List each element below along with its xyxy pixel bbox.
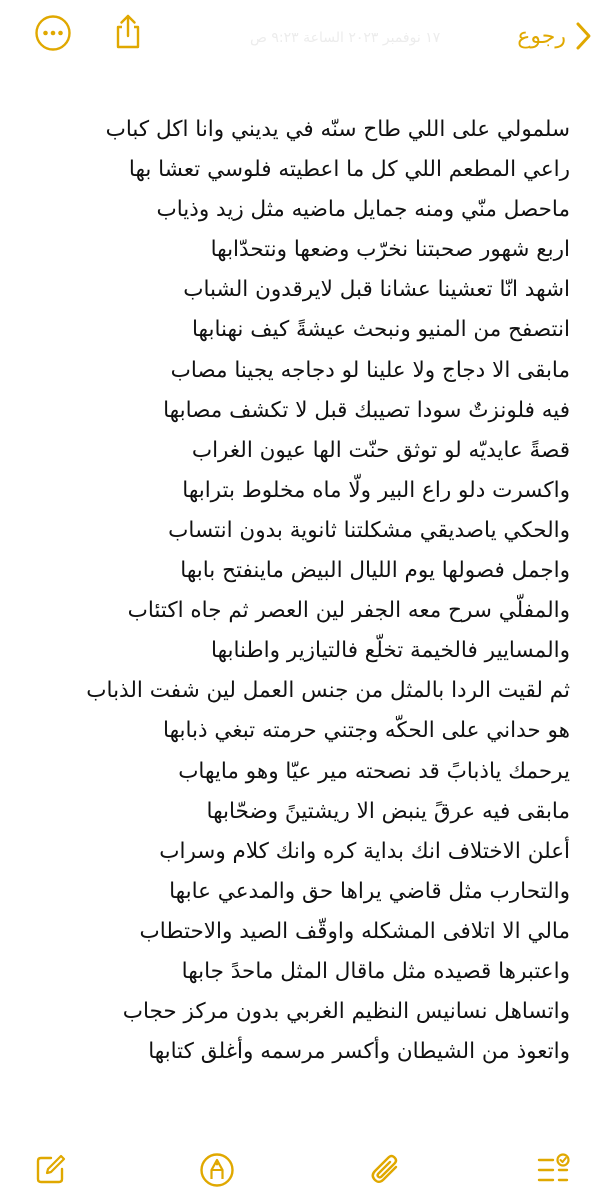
note-line: فيه فلونزتٌ سودا تصيبك قبل لا تكشف مصابها <box>163 397 570 423</box>
compose-button[interactable] <box>30 1150 70 1190</box>
note-line: قصةً عايديّه لو توثق حنّت الها عيون الغراب <box>191 437 570 463</box>
markup-button[interactable] <box>197 1150 237 1190</box>
note-line: واتساهل نسانيس النظيم الغربي بدون مركز حجاب <box>122 999 570 1025</box>
note-line: اشهد انّا تعشينا عشانا قبل لايرقدون الشباب <box>183 277 570 303</box>
note-line: مالي الا اتلافى المشكله واوقّف الصيد والاحتطاب <box>139 918 570 944</box>
note-line: والمفلّي سرح معه الجفر لين العصر ثم جاه اكتئاب <box>127 598 570 624</box>
note-line: هو حداني على الحكّه وجتني حرمته تبغي ذبابها <box>163 718 570 744</box>
navigation-bar <box>0 0 610 72</box>
back-button[interactable] <box>517 18 592 54</box>
note-line: واعتبرها قصيده مثل ماقال المثل ماحدً جابها <box>181 958 570 984</box>
note-body[interactable] <box>30 110 570 1072</box>
note-line: والتحارب مثل قاضي يراها حق والمدعي عابها <box>169 878 570 904</box>
note-date: ١٧ نوفمبر ٢٠٢٣ الساعة ٩:٢٣ ص <box>250 30 441 46</box>
note-line: ثم لقيت الردا بالمثل من جنس العمل لين شفت الذباب <box>86 678 570 704</box>
note-line: واكسرت دلو راع البير ولّا ماه مخلوط بترابها <box>182 477 570 503</box>
note-line: والحكي ياصديقي مشكلتنا ثانوية بدون انتساب <box>168 517 570 543</box>
markup-pen-icon <box>199 1152 235 1188</box>
note-line: مابقى فيه عرقً ينبض الا ريشتينً وضحّابها <box>206 798 570 824</box>
compose-icon <box>33 1153 67 1187</box>
note-line: يرحمك ياذبابً قد نصحته مير عيّا وهو مايهاب <box>178 758 570 784</box>
ellipsis-circle-icon <box>34 14 72 52</box>
bottom-toolbar <box>0 1140 610 1200</box>
back-label: رجوع <box>517 23 566 49</box>
paperclip-icon <box>369 1152 403 1188</box>
checklist-icon <box>534 1152 572 1188</box>
note-line: مابقى الا دجاج ولا علينا لو دجاجه يجينا مصاب <box>170 357 570 383</box>
more-button[interactable] <box>33 13 73 53</box>
note-line: اربع شهور صحبتنا نخرّب وضعها ونتحدّابها <box>210 237 570 263</box>
share-button[interactable] <box>108 12 148 52</box>
share-icon <box>111 13 145 51</box>
note-line: ماحصل منّي ومنه جمايل ماضيه مثل زيد وذياب <box>156 197 570 223</box>
note-line: والمسايير فالخيمة تخلّع فالتيازير واطنابها <box>211 638 570 664</box>
chevron-left-icon <box>574 21 592 51</box>
note-line: انتصفح من المنيو ونبحث عيشةً كيف نهنابها <box>192 317 570 343</box>
note-line: أعلن الاختلاف انك بداية كره وانك كلام وسراب <box>159 838 570 864</box>
note-line: واجمل فصولها يوم الليال البيض ماينفتح بابها <box>180 558 570 584</box>
note-line: واتعوذ من الشيطان وأكسر مرسمه وأغلق كتابها <box>148 1039 570 1065</box>
note-line: راعي المطعم اللي كل ما اعطيته فلوسي تعشا بها <box>128 157 570 183</box>
note-line: سلمولي على اللي طاح سنّه في يديني وانا اكل كباب <box>105 117 570 142</box>
attach-button[interactable] <box>366 1150 406 1190</box>
checklist-button[interactable] <box>533 1150 573 1190</box>
